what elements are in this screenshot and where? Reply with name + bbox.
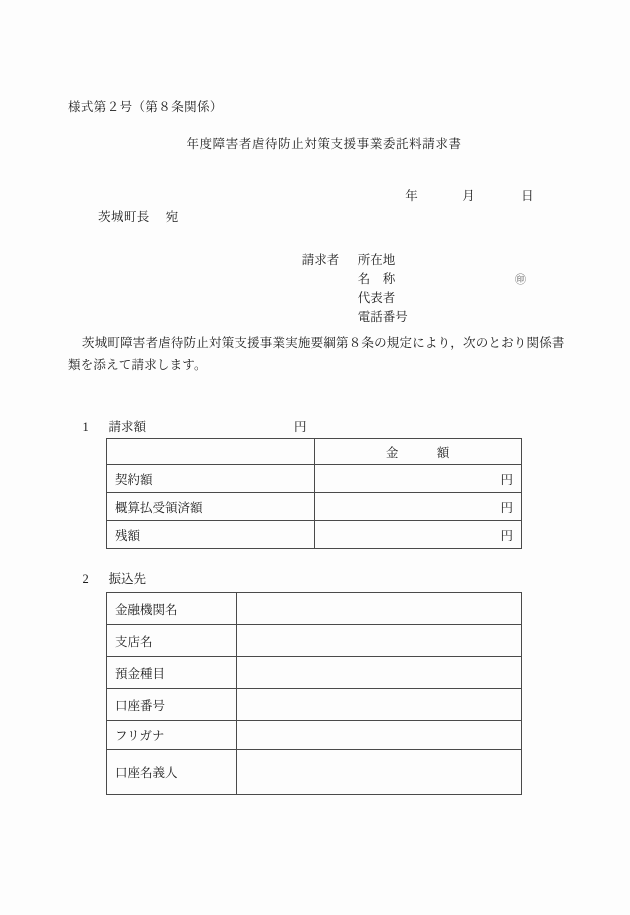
table-row [107, 625, 522, 657]
table-row [107, 593, 522, 625]
table-row [107, 721, 522, 750]
requester-label-representative: 代表者 [357, 291, 396, 305]
bank-row-label-institution: 金融機関名 [107, 593, 237, 625]
date-month-label: 月 [462, 188, 476, 203]
section-1-amount-unit: 円 [294, 419, 307, 434]
table-row [107, 750, 522, 795]
table-row-header [107, 439, 522, 465]
requester-row-phone [283, 289, 408, 324]
amount-header-kin: 金 [385, 445, 399, 460]
section-2-number: 2 [82, 571, 89, 586]
amount-row-value-balance[interactable]: 円 [314, 521, 522, 549]
amount-header-blank [107, 439, 315, 465]
bank-row-label-furigana: フリガナ [107, 721, 237, 750]
amount-row-label-contract: 契約額 [107, 465, 315, 493]
addressee-suffix: 宛 [165, 209, 179, 224]
section-1-number: 1 [82, 419, 89, 434]
bank-row-label-account-number: 口座番号 [107, 689, 237, 721]
addressee-name: 茨城町長 [98, 209, 150, 224]
requester-key-label: 請求者 [301, 253, 340, 267]
bank-row-label-account-holder: 口座名義人 [107, 750, 237, 795]
section-2-title: 振込先 [108, 571, 147, 586]
bank-row-value-account-type[interactable] [237, 657, 522, 689]
claim-amount-table [106, 438, 522, 549]
table-row [107, 689, 522, 721]
requester-row-representative [283, 270, 526, 305]
bank-row-value-branch[interactable] [237, 625, 522, 657]
bank-row-value-institution[interactable] [237, 593, 522, 625]
requester-block [283, 232, 526, 324]
amount-row-value-advance-received[interactable]: 円 [314, 493, 522, 521]
bank-row-label-account-type: 預金種目 [107, 657, 237, 689]
table-row [107, 493, 522, 521]
bank-row-value-furigana[interactable] [237, 721, 522, 750]
form-number: 様式第２号（第８条関係） [68, 100, 223, 114]
bank-transfer-table [106, 592, 522, 795]
date-year-label: 年 [405, 188, 419, 203]
amount-row-label-balance: 残額 [107, 521, 315, 549]
date-line [391, 177, 534, 215]
section-1-title: 請求額 [108, 419, 147, 434]
requester-row-name [283, 251, 408, 286]
table-row [107, 521, 522, 549]
requester-row-address [283, 232, 408, 267]
amount-row-label-advance-received: 概算払受領済額 [107, 493, 315, 521]
body-paragraph: 茨城町障害者虐待防止対策支援事業実施要綱第８条の規定により，次のとおり関係書類を添えて請求します。 [68, 336, 565, 372]
amount-header-label [314, 439, 522, 465]
document-title: 年度障害者虐待防止対策支援事業委託料請求書 [186, 137, 462, 151]
bank-row-value-account-holder[interactable] [237, 750, 522, 795]
seal-icon: ㊞ [515, 274, 526, 286]
requester-label-address: 所在地 [357, 253, 396, 267]
table-row [107, 657, 522, 689]
requester-label-phone: 電話番号 [357, 310, 408, 324]
amount-header-gaku: 額 [436, 445, 450, 460]
date-day-label: 日 [521, 188, 534, 203]
bank-row-label-branch: 支店名 [107, 625, 237, 657]
amount-row-value-contract[interactable]: 円 [314, 465, 522, 493]
bank-row-value-account-number[interactable] [237, 689, 522, 721]
addressee [84, 198, 179, 236]
requester-label-name: 名 称 [357, 272, 396, 286]
table-row [107, 465, 522, 493]
